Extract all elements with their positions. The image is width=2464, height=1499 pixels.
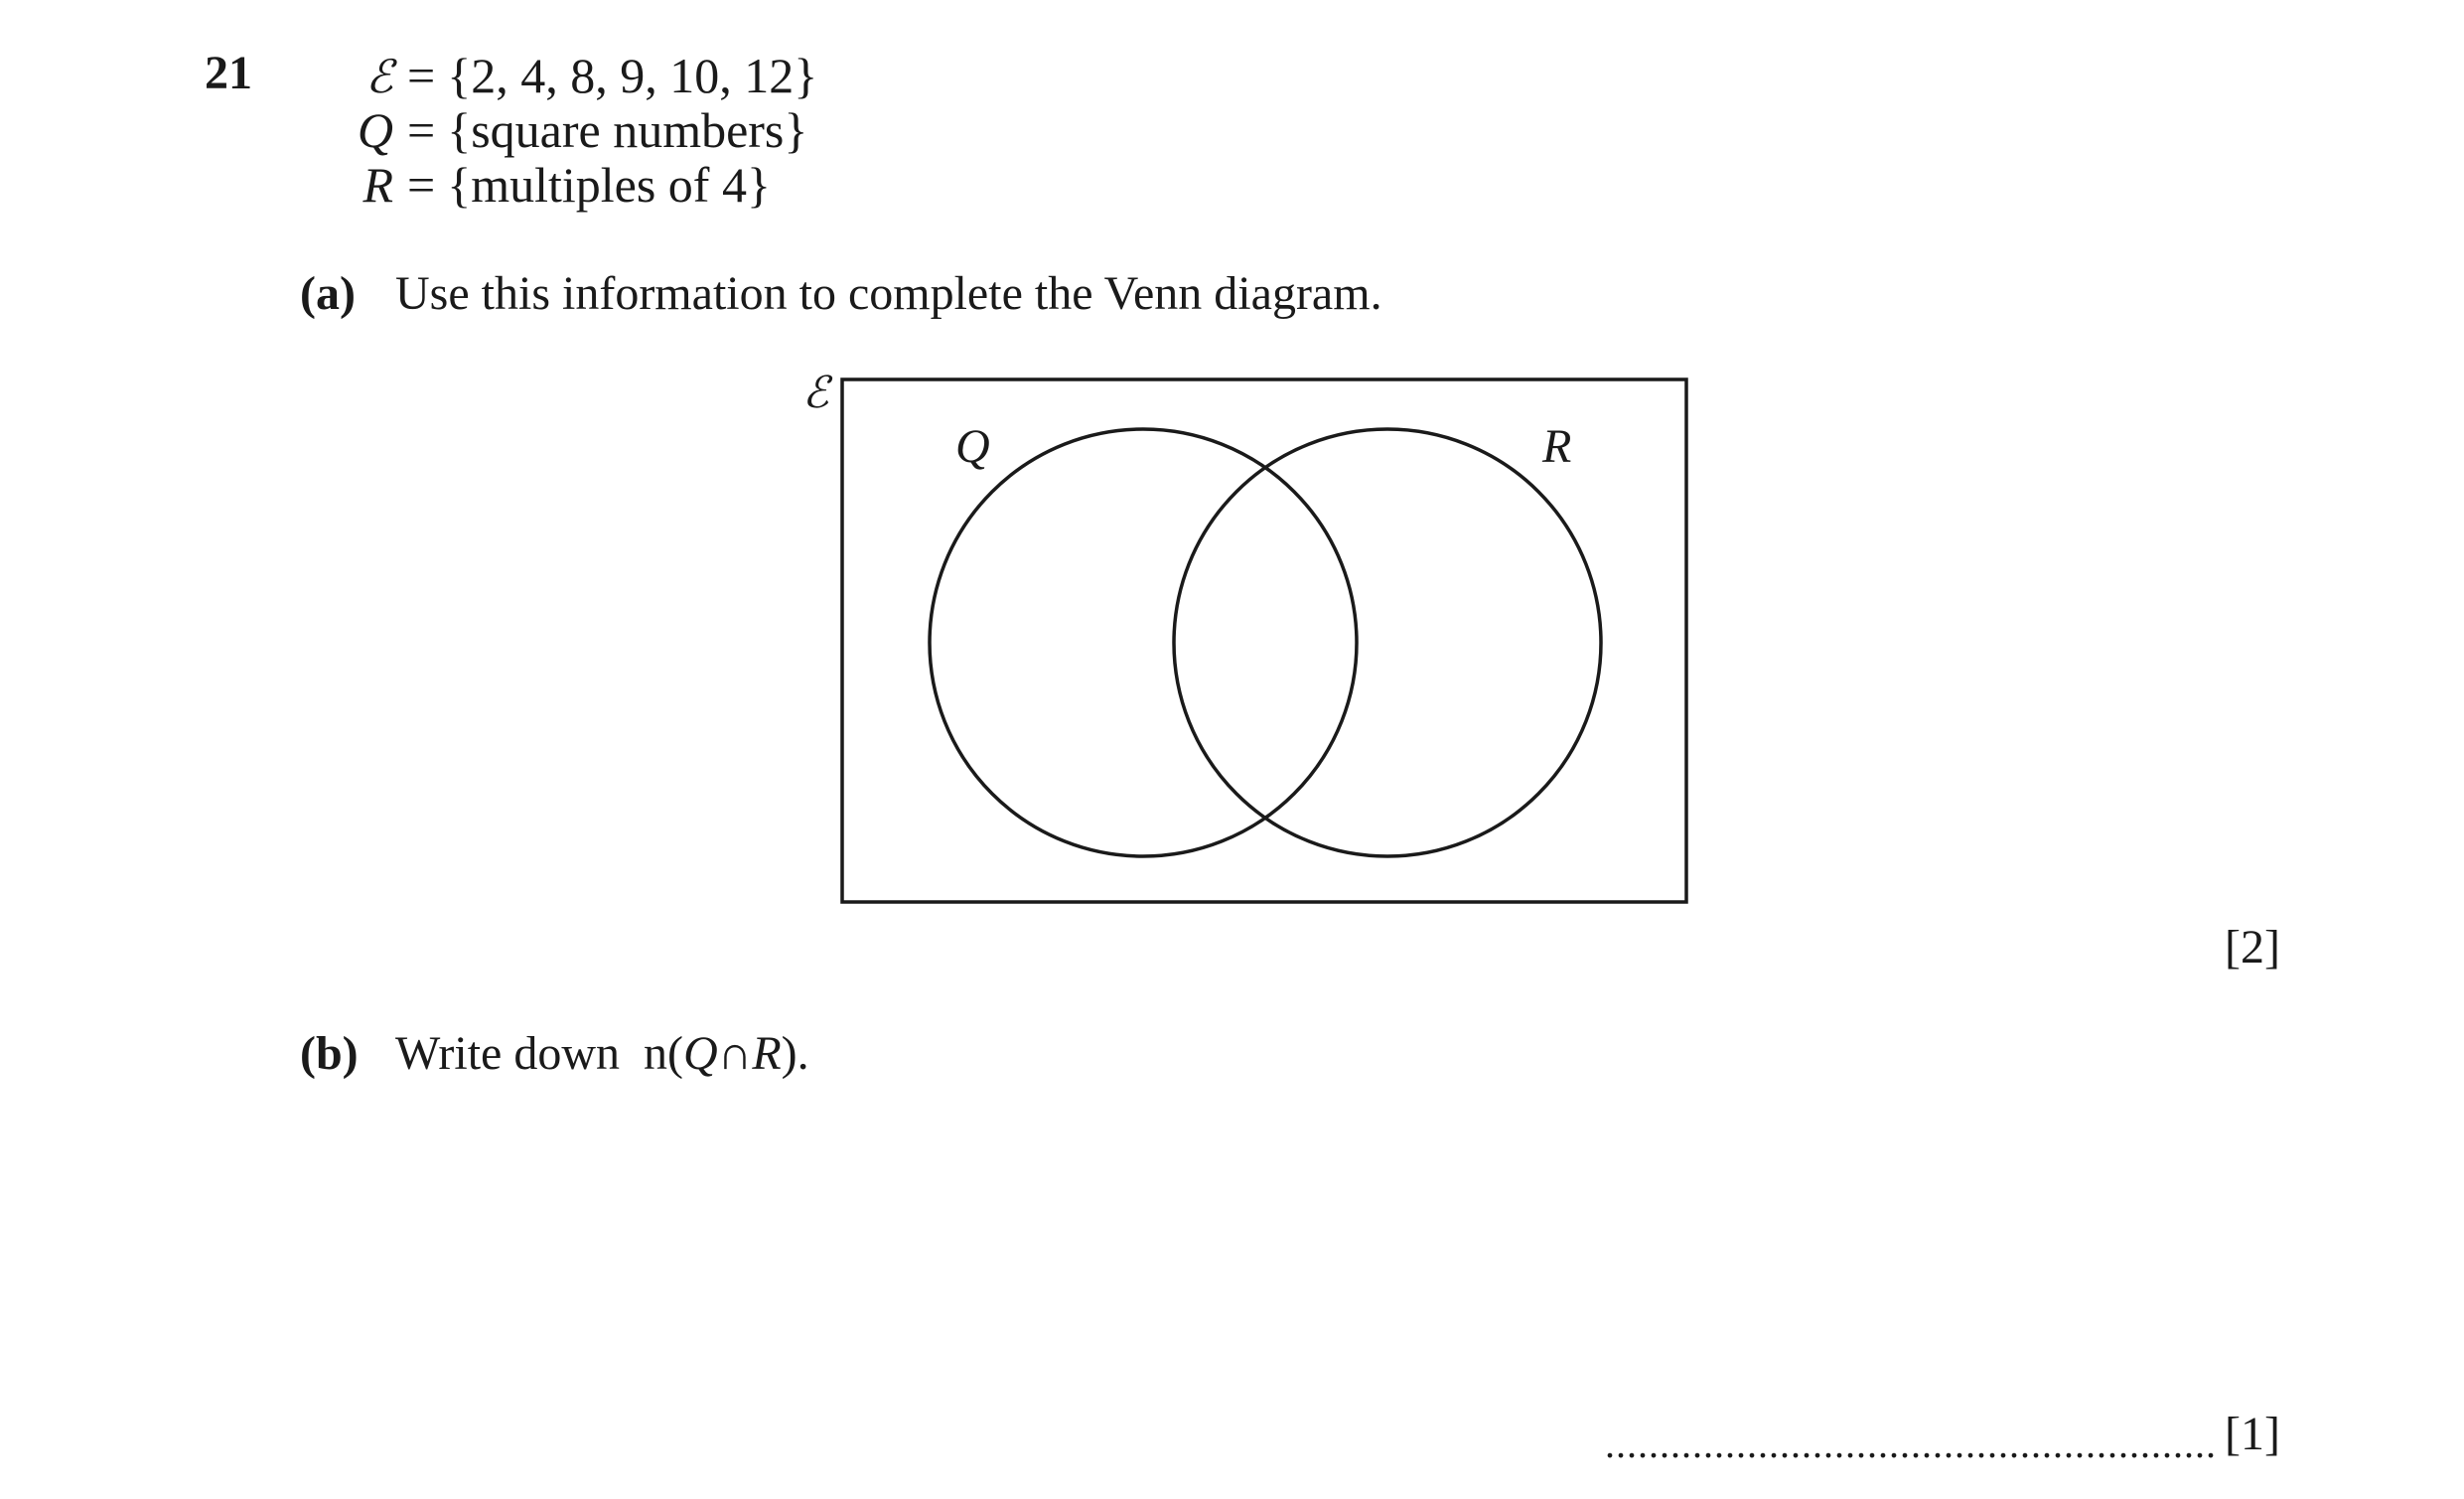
expression-open-paren: ( — [667, 1027, 683, 1080]
question-number: 21 — [205, 47, 252, 99]
part-b-label: (b) — [300, 1027, 359, 1080]
set-q-symbol: Q — [357, 102, 393, 158]
set-q-definition: Q = {square numbers} — [338, 102, 807, 158]
universal-set-elements: {2, 4, 8, 9, 10, 12} — [447, 48, 818, 103]
set-q-description: {square numbers} — [447, 102, 808, 158]
part-a — [300, 266, 1382, 321]
circle-q — [930, 429, 1357, 856]
venn-diagram — [775, 358, 1708, 924]
venn-q-label: Q — [955, 420, 990, 473]
part-a-instruction: Use this information to complete the Venn diagram. — [395, 267, 1382, 320]
part-a-marks: [2] — [2225, 921, 2280, 974]
expression-close-paren: ). — [781, 1027, 809, 1080]
expression-r: R — [752, 1027, 782, 1080]
part-b-marks: [1] — [2225, 1408, 2280, 1460]
cardinality-n: n — [644, 1027, 668, 1080]
circle-r — [1174, 429, 1601, 856]
set-r-definition: R = {multiples of 4} — [338, 157, 771, 213]
part-b-instruction: Write down — [395, 1027, 621, 1080]
part-a-label: (a) — [300, 267, 356, 320]
expression-q: Q — [683, 1027, 718, 1080]
venn-r-label: R — [1542, 420, 1572, 473]
answer-line[interactable]: ........................................................ — [1605, 1422, 2217, 1466]
venn-universal-label: ℰ — [802, 369, 829, 417]
universal-set-symbol: ℰ — [365, 50, 393, 103]
set-r-description: {multiples of 4} — [447, 157, 771, 213]
part-b — [300, 1026, 809, 1081]
part-b-expression — [644, 1027, 809, 1080]
universal-set-definition: ℰ = {2, 4, 8, 9, 10, 12} — [338, 48, 817, 104]
set-r-symbol: R — [362, 157, 393, 213]
intersection-symbol: ∩ — [717, 1027, 753, 1080]
